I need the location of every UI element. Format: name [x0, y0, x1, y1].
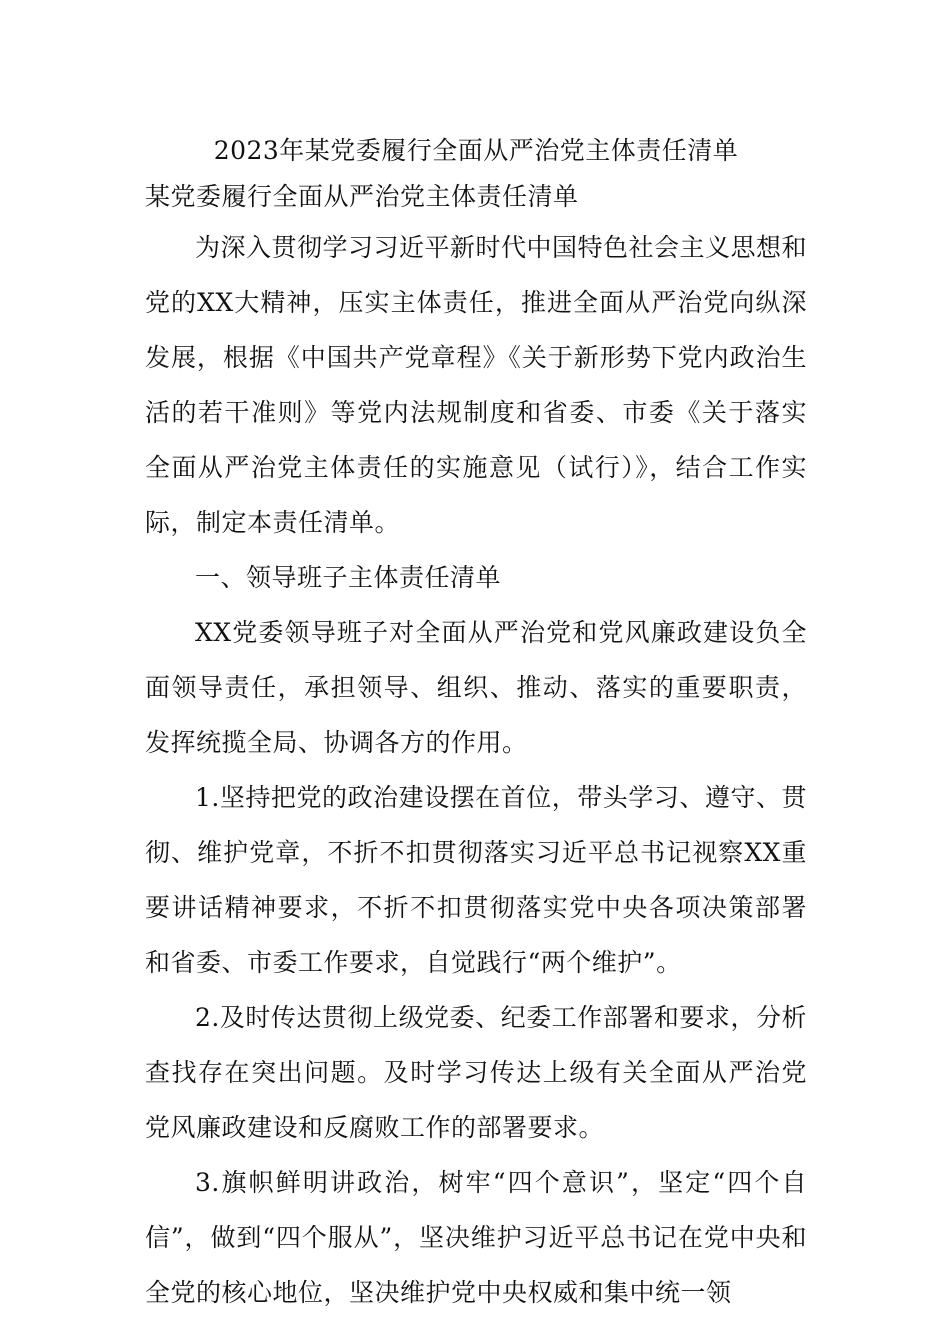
list-item-3: 3.旗帜鲜明讲政治，树牢“四个意识”，坚定“四个自信”，做到“四个服从”，坚决维护习近平总书记在党中央和全党的核心地位，坚决维护党中央权威和集中统一领: [145, 1168, 807, 1307]
intro-paragraph: 为深入贯彻学习习近平新时代中国特色社会主义思想和党的XX大精神，压实主体责任，推进全面从严治党向纵深发展，根据《中国共产党章程》《关于新形势下党内政治生活的若干准则》等党内法规制度和省委、市委《关于落实全面从严治党主体责任的实施意见（试行）》，结合工作实际，制定本责任清单。: [145, 233, 808, 537]
section-intro-paragraph: XX党委领导班子对全面从严治党和党风廉政建设负全面领导责任，承担领导、组织、推动、落实的重要职责，发挥统揽全局、协调各方的作用。: [145, 618, 807, 757]
document-subtitle: 某党委履行全面从严治党主体责任清单: [145, 182, 579, 211]
document-body: [145, 128, 807, 1320]
list-item-2: 2.及时传达贯彻上级党委、纪委工作部署和要求，分析查找存在突出问题。及时学习传达上级有关全面从严治党党风廉政建设和反腐败工作的部署要求。: [145, 1003, 807, 1142]
section-heading-leadership: 一、领导班子主体责任清单: [195, 563, 502, 592]
list-item-1: 1.坚持把党的政治建设摆在首位，带头学习、遵守、贯彻、维护党章，不折不扣贯彻落实习近平总书记视察XX重要讲话精神要求，不折不扣贯彻落实党中央各项决策部署和省委、市委工作要求，自觉践行“两个维护”。: [145, 783, 807, 977]
document-title: 2023年某党委履行全面从严治党主体责任清单: [213, 136, 739, 165]
